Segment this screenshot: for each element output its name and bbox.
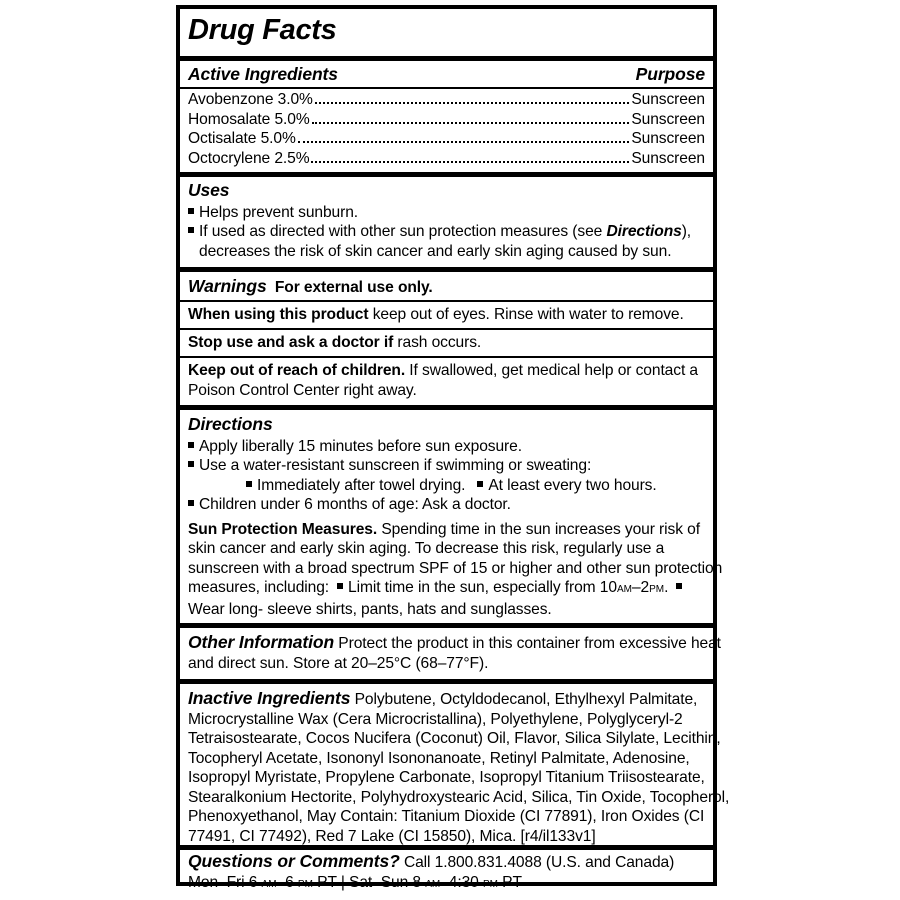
bullet-icon	[246, 481, 252, 487]
drug-facts-title: Drug Facts	[188, 14, 337, 46]
ingredient-purpose: Sunscreen	[631, 149, 705, 167]
other-information-heading: Other Information	[188, 632, 335, 652]
ingredient-purpose: Sunscreen	[631, 91, 705, 108]
directions-heading: Directions	[188, 414, 273, 434]
active-ingredient-row	[188, 129, 705, 149]
uses-item-continued: decreases the risk of skin cancer and early skin aging caused by sun.	[199, 242, 672, 260]
inactive-ingredients-section: Inactive Ingredients Polybutene, Octyldodecanol, Ethylhexyl Palmitate, Microcrystalline Wax (Cera Microcristallina), Polyethylene, Polyglyceryl-2 Tetraisostearate, Cocos Nucifera (Coconut) Oil, Flavor, Silica Silylate, Lecithin, Tocopheryl Acetate, Isononyl Isononanoate, Retinyl Palmitate, Adenosine, Isopropyl Myristate, Propylene Carbonate, Isopropyl Titanium Triisostearate, Stearalkonium Hectorite, Polyhydroxystearic Acid, Silica, Tin Oxide, Tocopherol, Phenoxyethanol, May Contain: Titanium Dioxide (CI 77891), Iron Oxides (CI 77491, CI 77492), Red 7 Lake (CI 15850), Mica. [r4/il133v1]	[188, 688, 730, 845]
uses-item: Helps prevent sunburn.	[188, 203, 705, 223]
bullet-icon	[477, 481, 483, 487]
drug-facts-panel	[176, 5, 730, 891]
other-information-section: Other Information Protect the product in this container from excessive heat and direct sun. Store at 20–25°C (68–77°F).	[188, 632, 721, 672]
ingredient-purpose: Sunscreen	[631, 110, 705, 128]
hours: Mon–Fri 6 AM–6 PM PT | Sat–Sun 8 AM–4:30 PM PT	[188, 873, 522, 891]
rule	[180, 56, 713, 61]
directions-item: Use a water-resistant sunscreen if swimming or sweating:	[188, 456, 705, 476]
directions-reference: Directions	[606, 223, 682, 240]
bullet-icon	[188, 208, 194, 214]
ingredient-purpose: Sunscreen	[631, 130, 705, 147]
leader-dots	[312, 122, 630, 124]
rule	[180, 87, 713, 89]
rule	[180, 679, 713, 684]
phone-number: Call 1.800.831.4088 (U.S. and Canada)	[399, 854, 675, 871]
active-ingredients-heading: Active Ingredients	[188, 64, 338, 84]
bullet-icon	[188, 442, 194, 448]
purpose-heading: Purpose	[635, 64, 705, 84]
directions-item: Apply liberally 15 minutes before sun exposure.	[188, 437, 705, 457]
inactive-ingredients-heading: Inactive Ingredients	[188, 688, 351, 708]
sun-protection-measures: Sun Protection Measures. Spending time in the sun increases your risk of skin cancer and early skin aging. To decrease this risk, regularly use a sunscreen with a broad spectrum SPF of 15 or higher and other sun protection measures, including: Limit time in the sun, especially from 10AM–2PM. Wear long- sleeve shirts, pants, hats and sunglasses.	[188, 520, 723, 618]
questions-section	[188, 852, 705, 894]
warnings-heading-row	[188, 277, 705, 298]
bullet-icon	[188, 500, 194, 506]
directions-item: Children under 6 months of age: Ask a doctor.	[188, 495, 705, 515]
directions-section	[188, 414, 723, 619]
rule	[180, 356, 713, 358]
rule	[180, 172, 713, 177]
active-ingredient-row	[188, 149, 705, 169]
active-header-row	[188, 65, 705, 85]
bullet-icon	[188, 461, 194, 467]
rule	[180, 267, 713, 272]
uses-section	[188, 181, 705, 261]
warning-keep-out: Keep out of reach of children. If swallowed, get medical help or contact a Poison Control Center right away.	[188, 362, 698, 399]
ingredient-name: Homosalate 5.0%	[188, 110, 310, 128]
ingredient-name: Octisalate 5.0%	[188, 130, 296, 147]
leader-dots	[311, 161, 629, 163]
directions-subitems: Immediately after towel drying. At least every two hours.	[188, 476, 705, 496]
bullet-icon	[337, 583, 343, 589]
rule	[180, 623, 713, 628]
uses-item: If used as directed with other sun protection measures (see Directions),	[188, 222, 705, 242]
rule	[180, 405, 713, 410]
rule	[180, 845, 713, 850]
active-ingredient-list	[188, 90, 705, 168]
leader-dots	[315, 102, 630, 104]
rule	[180, 300, 713, 302]
warnings-heading: Warnings	[188, 276, 267, 296]
warning-stop-use: Stop use and ask a doctor if rash occurs.	[188, 334, 482, 351]
external-use-note: For external use only.	[274, 279, 433, 296]
ingredient-name: Octocrylene 2.5%	[188, 149, 310, 167]
active-ingredient-row	[188, 110, 705, 130]
active-ingredient-row	[188, 90, 705, 110]
bullet-icon	[188, 227, 194, 233]
warning-when-using: When using this product keep out of eyes. Rinse with water to remove.	[188, 306, 684, 323]
uses-heading: Uses	[188, 180, 230, 200]
bullet-icon	[676, 583, 682, 589]
questions-heading: Questions or Comments?	[188, 851, 400, 871]
leader-dots	[298, 141, 630, 143]
ingredient-name: Avobenzone 3.0%	[188, 91, 313, 108]
rule	[180, 328, 713, 330]
